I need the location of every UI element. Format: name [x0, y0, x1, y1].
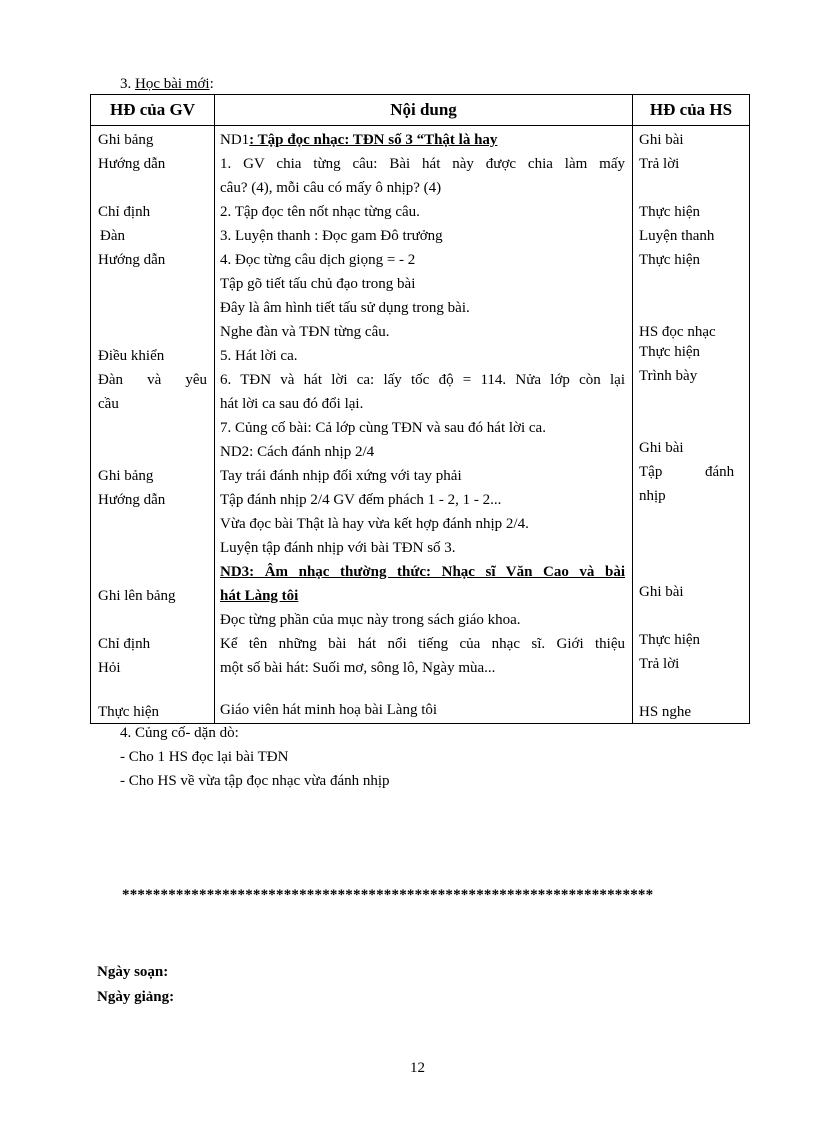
gv-item: Hướng dẫn: [98, 492, 166, 508]
gv-item: Chỉ định: [98, 636, 151, 652]
hs-item: Thực hiện: [639, 632, 701, 648]
header-gv: HĐ của GV: [91, 95, 215, 126]
gv-column: [91, 126, 214, 723]
table-body-row: [91, 126, 750, 724]
table-header-row: [91, 95, 750, 126]
content-line: Đọc từng phần của mục này trong sách giáo khoa.: [220, 612, 521, 628]
gv-item: Ghi lên bảng: [98, 588, 176, 604]
nd1-title: : Tập đọc nhạc: TĐN số 3 “Thật là hay: [249, 132, 498, 148]
hs-item: Ghi bài: [639, 440, 684, 456]
content-line: 3. Luyện thanh : Đọc gam Đô trưởng: [220, 228, 443, 244]
page-number: 12: [410, 1060, 425, 1076]
hs-item: đánh: [705, 464, 735, 480]
consolidation-item: - Cho HS về vừa tập đọc nhạc vừa đánh nhịp: [120, 773, 390, 789]
ngay-soan-label: Ngày soạn:: [97, 964, 169, 980]
hs-item: HS đọc nhạc: [639, 324, 716, 340]
hs-item: Tập: [639, 464, 663, 480]
nd3-title: : Âm nhạc thường thức: Nhạc sĩ Văn Cao và bài: [249, 564, 625, 580]
gv-item: Điều khiển: [98, 348, 165, 364]
hs-item: Thực hiện: [639, 204, 701, 220]
hs-item: Thực hiện: [639, 252, 701, 268]
content-line: 4. Đọc từng câu dịch giọng = - 2: [220, 252, 416, 268]
consolidation-title: 4. Củng cố- dặn dò:: [120, 725, 239, 741]
hs-column: [633, 126, 749, 723]
content-line: 2. Tập đọc tên nốt nhạc từng câu.: [220, 204, 420, 220]
gv-item: cầu: [98, 396, 119, 412]
hs-item: Trả lời: [639, 156, 680, 172]
content-line: Tập đánh nhịp 2/4 GV đếm phách 1 - 2, 1 - 2...: [220, 492, 502, 508]
content-line: 6. TĐN và hát lời ca: lấy tốc độ = 114. Nửa lớp còn lại: [220, 372, 625, 388]
content-line: Tay trái đánh nhịp đối xứng với tay phải: [220, 468, 462, 484]
content-line: Vừa đọc bài Thật là hay vừa kết hợp đánh nhịp 2/4.: [220, 516, 529, 532]
header-content: Nội dung: [215, 95, 633, 126]
content-line: Tập gõ tiết tấu chủ đạo trong bài: [220, 276, 416, 292]
ngay-giang-label: Ngày giảng:: [97, 989, 175, 1005]
hs-item: HS nghe: [639, 704, 692, 720]
content-line: 7. Củng cố bài: Cả lớp cùng TĐN và sau đó hát lời ca.: [220, 420, 546, 436]
hs-item: Ghi bài: [639, 132, 684, 148]
nd3-heading: ND3: Âm nhạc thường thức: Nhạc sĩ Văn Cao và bài: [220, 564, 625, 580]
content-line: Đây là âm hình tiết tấu sử dụng trong bài.: [220, 300, 470, 316]
consolidation-item: - Cho 1 HS đọc lại bài TĐN: [120, 749, 289, 765]
nd1-heading: ND1: Tập đọc nhạc: TĐN số 3 “Thật là hay: [220, 132, 498, 148]
content-line: ND2: Cách đánh nhịp 2/4: [220, 444, 375, 460]
gv-item: Ghi bảng: [98, 132, 154, 148]
nd3-title-line2: hát Làng tôi: [220, 588, 299, 604]
content-line: Kể tên những bài hát nổi tiếng của nhạc sĩ. Giới thiệu: [220, 636, 625, 652]
gv-item: Thực hiện: [98, 704, 160, 720]
gv-item: Hướng dẫn: [98, 156, 166, 172]
gv-item: Đàn: [100, 228, 125, 244]
hs-item: Trình bày: [639, 368, 698, 384]
content-line: 5. Hát lời ca.: [220, 348, 298, 364]
gv-item: Đàn và yêu: [98, 372, 207, 388]
lesson-table: [90, 94, 750, 724]
content-line: Luyện tập đánh nhịp với bài TĐN số 3.: [220, 540, 456, 556]
hs-item: Luyện thanh: [639, 228, 715, 244]
content-line: hát lời ca sau đó đổi lại.: [220, 396, 364, 412]
content-line: Nghe đàn và TĐN từng câu.: [220, 324, 390, 340]
content-column: [215, 126, 632, 723]
hs-item: nhịp: [639, 488, 666, 504]
section-heading: 3. Học bài mới:: [120, 76, 214, 92]
content-line: một số bài hát: Suối mơ, sông lô, Ngày mùa...: [220, 660, 496, 676]
content-line: Giáo viên hát minh hoạ bài Làng tôi: [220, 702, 438, 718]
section-heading-text: Học bài mới: [135, 76, 210, 92]
hs-item: Ghi bài: [639, 584, 684, 600]
gv-item: Hỏi: [98, 660, 121, 676]
hs-item: Trả lời: [639, 656, 680, 672]
header-hs: HĐ của HS: [633, 95, 750, 126]
separator-stars: *********************************************************************: [122, 887, 654, 903]
gv-item: Hướng dẫn: [98, 252, 166, 268]
content-line: câu? (4), mỗi câu có mấy ô nhịp? (4): [220, 180, 442, 196]
gv-item: Ghi bảng: [98, 468, 154, 484]
gv-item: Chỉ định: [98, 204, 151, 220]
hs-item: Thực hiện: [639, 344, 701, 360]
content-line: 1. GV chia từng câu: Bài hát này được chia làm mấy: [220, 156, 625, 172]
